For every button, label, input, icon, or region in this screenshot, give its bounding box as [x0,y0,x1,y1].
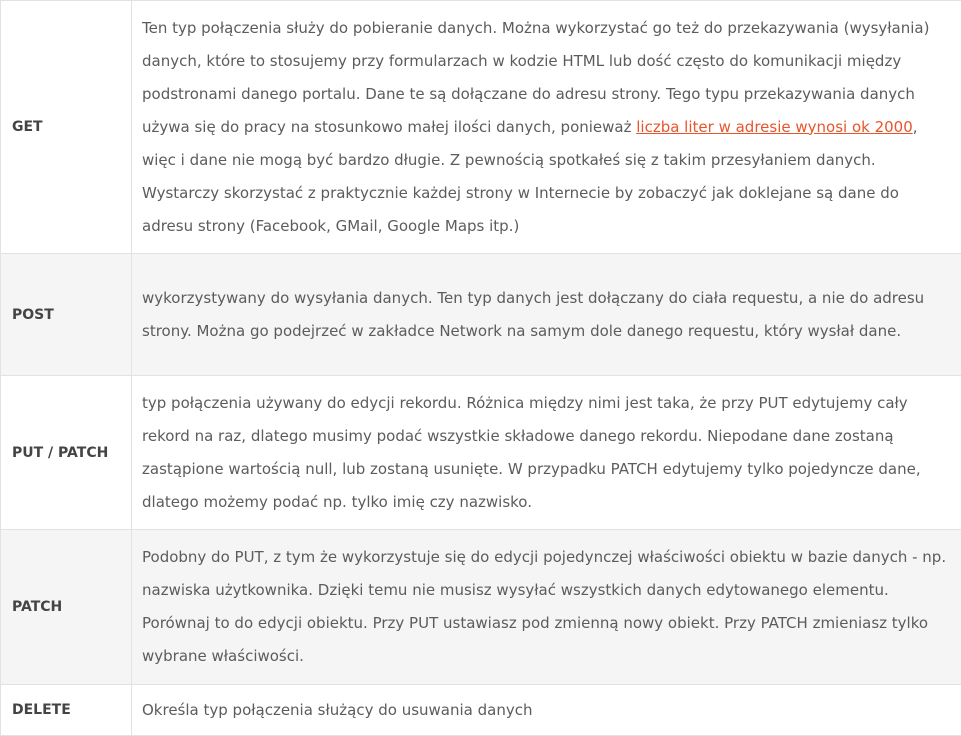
method-name-get: GET [1,1,132,254]
table-row [1,530,961,685]
table-row [1,376,961,530]
method-description-post [132,254,961,376]
description-text: Podobny do PUT, z tym że wykorzystuje się do edycji pojedynczej właściwości obiektu w bazie danych - np. nazwiska użytkownika. Dzięki temu nie musisz wysyłać wszystkich danych edytowanego elementu. Porównaj to do edycji obiektu. Przy PUT ustawiasz pod zmienną nowy obiekt. Przy PATCH zmieniasz tylko wybrane właściwości. [142,541,951,673]
description-text: Ten typ połączenia służy do pobieranie danych. Można wykorzystać go też do przekazywania (wysyłania) danych, które to stosujemy przy formularzach w kodzie HTML lub dość często do komunikacji między podstronami danego portalu. Dane te są dołączane do adresu strony. Tego typu przekazywania danych używa się do pracy na stosunkowo małej ilości danych, ponieważ [142,19,929,136]
description-text: typ połączenia używany do edycji rekordu. Różnica między nimi jest taka, że przy PUT edytujemy cały rekord na raz, dlatego musimy podać wszystkie składowe danego rekordu. Niepodane dane zostaną zastąpione wartością null, lub zostaną usunięte. W przypadku PATCH edytujemy tylko pojedyncze dane, dlatego możemy podać np. tylko imię czy nazwisko. [142,387,951,519]
method-description-get [132,1,961,254]
url-length-link[interactable]: liczba liter w adresie wynosi ok 2000 [636,118,913,136]
method-description-put-patch [132,376,961,530]
method-name-put-patch: PUT / PATCH [1,376,132,530]
method-name-delete: DELETE [1,685,132,736]
method-name-post: POST [1,254,132,376]
description-text: , więc i dane nie mogą być bardzo długie. Z pewnością spotkałeś się z takim przesyłaniem danych. Wystarczy skorzystać z praktycznie każdej strony w Internecie by zobaczyć jak doklejane są dane do adresu strony (Facebook, GMail, Google Maps itp.) [142,118,918,235]
table-row [1,1,961,254]
description-text: Określa typ połączenia służący do usuwania danych [142,694,951,727]
method-name-patch: PATCH [1,530,132,685]
table-row [1,685,961,736]
method-description-patch [132,530,961,685]
method-description-delete [132,685,961,736]
description-text: wykorzystywany do wysyłania danych. Ten typ danych jest dołączany do ciała requestu, a nie do adresu strony. Można go podejrzeć w zakładce Network na samym dole danego requestu, który wysłał dane. [142,282,951,348]
table-row [1,254,961,376]
